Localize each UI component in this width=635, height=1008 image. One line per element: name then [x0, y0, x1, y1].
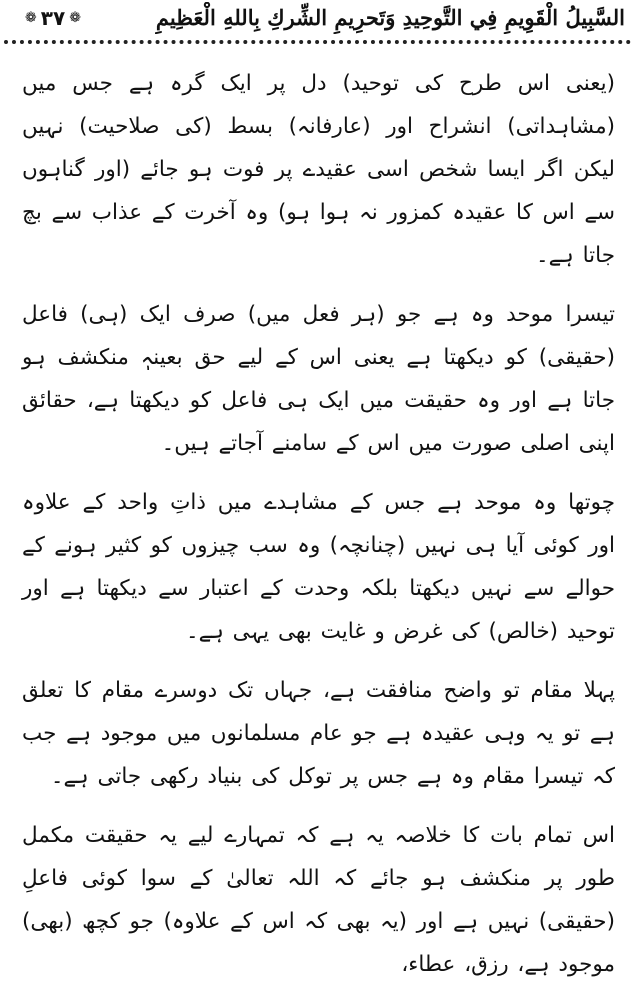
paragraph-5: اس تمام بات کا خلاصہ یہ ہے کہ تمہارے لیے یہ حقیقت مکمل طور پر منکشف ہو جائے کہ اللہ تعالیٰ کے سوا کوئی فاعلِ (حقیقی) نہیں ہے اور (یہ بھی کہ اس کے علاوہ) جو کچھ (بھی) موجود ہے، رزق، عطاء،: [22, 823, 615, 977]
page-number: ٣٧: [40, 6, 66, 30]
header-divider: [4, 40, 631, 44]
page-number-box: [8, 4, 98, 32]
paragraph-1: (یعنی اس طرح کی توحید) دل پر ایک گرہ ہے جس میں (مشاہداتی) انشراح اور (عارفانہ) بسط (کی صلاحیت) نہیں لیکن اگر ایسا شخص اسی عقیدے پر فوت ہو جائے (اور گناہوں سے اس کا عقیدہ کمزور نہ ہوا ہو) وہ آخرت کے عذاب سے بچ جاتا ہے۔: [22, 71, 615, 268]
page-body: [22, 62, 615, 1002]
paragraph-2: تیسرا موحد وہ ہے جو (ہر فعل میں) صرف ایک (ہی) فاعل (حقیقی) کو دیکھتا ہے یعنی اس کے لیے حق بعینہٖ منکشف ہو جاتا ہے اور وہ حقیقت میں ایک ہی فاعل کو دیکھتا ہے، حقائق اپنی اصلی صورت میں اس کے سامنے آجاتے ہیں۔: [22, 302, 615, 456]
page-header: [0, 0, 635, 36]
paragraph-4: پہلا مقام تو واضح منافقت ہے، جہاں تک دوسرے مقام کا تعلق ہے تو یہ وہی عقیدہ ہے جو عام مسلمانوں میں موجود ہے جب کہ تیسرا مقام وہ ہے جس پر توکل کی بنیاد رکھی جاتی ہے۔: [22, 678, 615, 789]
ornament-right-icon: ❁: [69, 10, 81, 26]
paragraph-3: چوتھا وہ موحد ہے جس کے مشاہدے میں ذاتِ واحد کے علاوہ اور کوئی آیا ہی نہیں (چنانچہ) وہ سب چیزوں کو کثیر ہونے کے حوالے سے نہیں دیکھتا بلکہ وحدت کے اعتبار سے دیکھتا ہے اور توحید (خالص) کی غرض و غایت بھی یہی ہے۔: [22, 490, 615, 644]
running-title: السَّبِيلُ الْقَوِيمِ فِي التَّوحِيدِ وَتَحرِيمِ الشِّركِ بِاللهِ الْعَظِيمِ: [155, 5, 625, 30]
ornament-left-icon: ❁: [25, 10, 37, 26]
